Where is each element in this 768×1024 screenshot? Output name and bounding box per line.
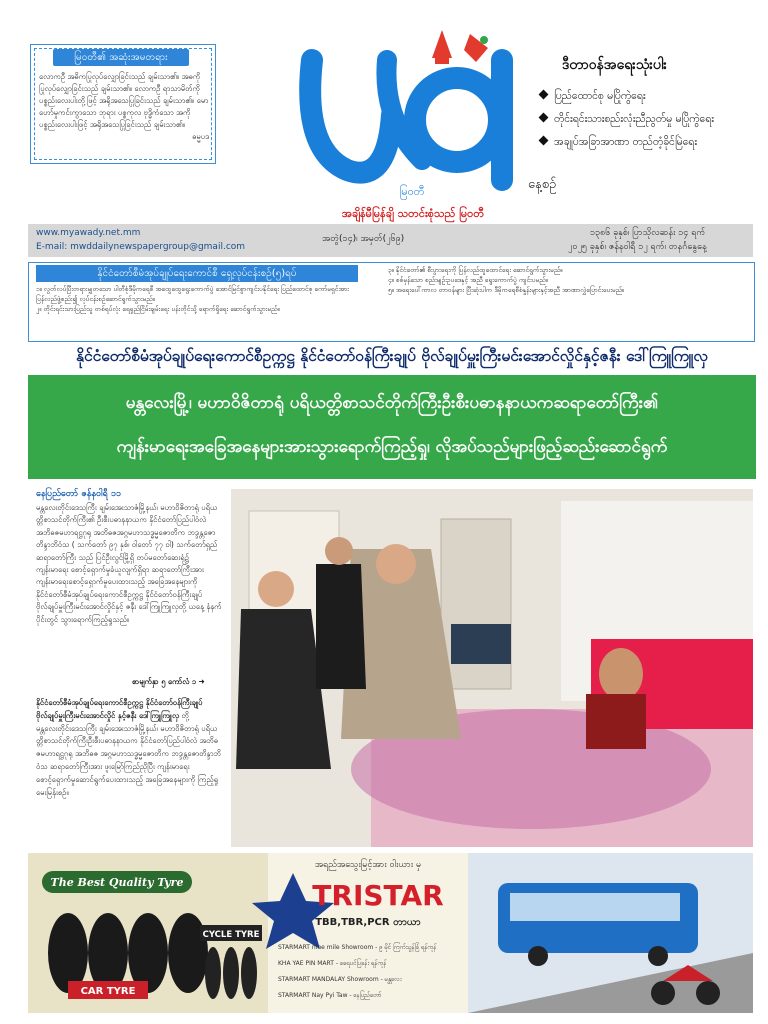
pagoda-icon	[432, 30, 452, 64]
objectives-heading: နိုင်ငံတော်စီမံအုပ်ချုပ်ရေးကောင်စီ ရှေ့လုပ်ငန်းစဉ်(၅)ရပ်	[36, 265, 358, 282]
photo-bystander-head	[325, 537, 353, 565]
subheadline-2: ကျန်းမာရေးအခြေအနေများအားသွားရောက်ကြည့်ရှု၊ လိုအပ်သည်များဖြည့်ဆည်းဆောင်ရွက်	[116, 437, 668, 457]
ad-line: STARMART MANDALAY Showroom - မန္တလေး	[278, 976, 402, 983]
motto-body	[39, 71, 209, 143]
subheadline-1: မန္တလေးမြို့၊ မဟာဝိဇိတာရုံ ပရိယတ္တိစာသင်တိုက်ကြီးဦးစီးပဓာနနာယကဆရာတော်ကြီး၏	[125, 393, 659, 413]
photo-monk-head	[599, 648, 643, 700]
main-headline: နိုင်ငံတော်စီမံအုပ်ချုပ်ရေးကောင်စီဥက္ကဋ္ဌ နိုင်ငံတော်ဝန်ကြီးချုပ် ဗိုလ်ချုပ်မှူးကြီးမင်းအောင်လှိုင်နှင့်ဇနီး ဒေါ်ကြူကြူလှ	[76, 347, 708, 365]
ad-brand: TRISTAR	[312, 879, 444, 912]
car-tyre-label: CAR TYRE	[80, 986, 136, 997]
bulletin-title: ဒီတာဝန်အရေးသုံးပါး	[562, 57, 667, 73]
hospital-visit-photo	[231, 489, 753, 847]
ad-line: STARMART Nay Pyi Taw - နေပြည်တော်	[278, 992, 382, 999]
ad-slogan: The Best Quality Tyre	[50, 876, 184, 889]
volume-issue: အတွဲ(၁၄)၊ အမှတ်(၂၆၉)	[322, 234, 405, 244]
bulletin-list	[540, 88, 755, 157]
ad-types: TBB,TBR,PCR တာယာ	[315, 917, 421, 928]
caption-lead: နိုင်ငံတော်စီမံအုပ်ချုပ်ရေးကောင်စီဥက္ကဋ္ဌ နိုင်ငံတော်ဝန်ကြီးချုပ် ဗိုလ်ချုပ်မှူးကြီးမင်းအောင်လှိုင် နှင့်ဇနီး ဒေါ်ကြူကြူလှ	[36, 698, 203, 720]
motto-box	[30, 44, 216, 164]
photo-monk-robe	[586, 694, 646, 749]
motto-text: လောကဦ အဓိကပြုလုပ်လျှောခြင်းသည် ချမ်းသာ၏။ အဓကိုပြုလုပ်လျှောခြင်းသည် ချမ်းသာ၏။ လောကဦ ရာသာမိတ်ကို ပစ္စည်းလေးပါးတို့ဖြင့် အရိုအသေပြုခြင်းသည် ချမ်းသာ၏။ မောဟော်မှုကင်းကွာသော ဘုရား ပစ္စကုလ ဗုဒ္ဓိကံသော အကို ပစ္စည်းလေးပါးဖြင့် အရိုအသေပြုခြင်းသည် ချမ်းသာ၏။	[39, 72, 209, 129]
objectives-left-column	[36, 285, 358, 314]
green-banner	[28, 375, 756, 479]
photo-man-head	[376, 544, 416, 584]
masthead-title: မြဝတီ	[399, 185, 425, 198]
continued-link[interactable]: စာမျက်နှာ ၅ ကော်လံ ၁ ➜	[132, 677, 205, 686]
objective-item: ၃။ နိုင်ငံတော်၏ စီးပွားရေးကို ပြန်လည်ထူထောင်ရေး ဆောင်ရွက်သွားမည်။	[388, 266, 563, 274]
gregorian-date: ၂၀၂၅ ခုနှစ်၊ ဇန်နဝါရီ ၁၂ ရက်၊ တနင်္ဂနွေနေ့	[568, 242, 707, 252]
objective-item: ၅။ အရေးပေါ်ကာလ တာဝန်များ ပြီးဆုံးပါက ဒီမိုကရေစီစံနှုန်းများနှင့်အညီ အာဏာလွှဲပြောင်းပေးမည်။	[388, 285, 625, 294]
photo-monitor	[451, 624, 511, 664]
website-link[interactable]: www.myawady.net.mm	[36, 228, 141, 238]
tagline: အချိန်မီမြန်ချိ သတင်းစုံသည် မြဝတီ	[341, 207, 485, 220]
tyre-advertisement	[28, 853, 753, 1013]
edition-label: နေ့စဉ်	[528, 177, 557, 192]
diamond-bullet-icon	[539, 136, 549, 146]
bulletin-item: တိုင်းရင်းသားစည်းလုံးညီညွတ်မှု မပြိုကွဲရေး	[540, 111, 755, 127]
diamond-bullet-icon	[539, 90, 549, 100]
motto-source: ဓမ္မပဒ	[192, 132, 209, 141]
objective-item: ၄။ စစ်မှန်သော စည်းမျဉ်းဥပဒေနှင့် အညီ ရွေးကောက်ပွဲ ကျင်းပမည်။	[388, 275, 548, 284]
ad-line: KHA YAE PIN MART - ခရေပင်ပြခန်း ရန်ကုန်	[278, 960, 387, 967]
diamond-bullet-icon	[539, 113, 549, 123]
photo-bystander-suit	[316, 564, 366, 689]
ad-dealer-line: အရည်အသွေးမြင့်အား ဝါးယား မှ	[314, 860, 422, 870]
cycle-tyre-icon	[205, 947, 257, 999]
ad-line: STARMART nine mile Showroom - ၉ မိုင် ကြက်သွန်ခြံ ရန်ကုန်	[278, 944, 437, 951]
caption-rest: တို့ မန္တလေးတိုင်းဒေသကြီး ချမ်းအေးသာဇံမြို့နယ်၊ မဟာဝိဇိတာရုံ ပရိယတ္တိစာသင်တိုက်ကြီးဦးစီးပဓာနနာယက နိုင်ငံတော်ပြည်ပါဝံလဲ အဘိဓဇမဟာရဋ္ဌဂုရု အဘိဓဇ အဂ္ဂမဟာသဒ္ဓမ္မဇောတိက ဘဒ္ဒန္တဇောတိန္ဒာဘိဝံသ ဆရာတော်ကြီးအား ဖူးမြော်ကြည်ညိုပြီး ကျန်းမာရေးစောင့်ရှောက်မှုဆောင်ရွက်ပေးထားသည့် အခြေအနေများကို ကြည့်ရှုမေးမြန်းစဉ်။	[36, 710, 221, 797]
peacock-icon	[464, 34, 488, 62]
masthead-logo	[292, 20, 532, 200]
objectives-right-column	[388, 266, 746, 295]
photo-woman-head	[258, 571, 294, 607]
myanmar-date: ၁၃၈၆ ခုနှစ်၊ ပြာသိုလဆန်း ၁၄ ရက်	[590, 228, 706, 238]
email-link[interactable]: E-mail: mwddailynewspapergroup@gmail.com	[36, 242, 246, 252]
objective-item: ၁။ လွတ်လပ်ပြီးတရားမျှတသော ပါတီစုံဒီမိုကရေစီ အထွေထွေရွေးကောက်ပွဲ အောင်မြင်စွာကျင်းပနိုင်ရေး ပြည်ထောင်စု ကော်မရှင်အား ပြန်လည်ဖွဲ့စည်း၍ လုပ်ငန်းစဉ်ဆောင်ရွက်သွားမည်။	[36, 285, 349, 303]
story-body: မန္တလေးတိုင်းဒေသကြီး ချမ်းအေးသာဇံမြို့နယ်၊ မဟာဝိဇိတာရုံ ပရိယတ္တိစာသင်တိုက်ကြီး၏ ဦးစီးပဓာနနာယက နိုင်ငံတော်ပြည်ပါဝံလဲ အဘိဓဇမဟာရဋ္ဌဂုရု အဘိဓဇအဂ္ဂမဟာသဒ္ဓမ္မဇောတိက ဘဒ္ဒန္တဇောတိန္ဒာဘိဝံသ ( သက်တော် ၉၇ နှစ်၊ ဝါတော် ၇၇ ဝါ) သက်တော်ရှည်ဆရာတော်ကြီး သည် ပြင်ဦးလွင်မြို့ရှိ တပ်မတော်ဆေးရုံ၌ ကျန်းမာရေး စောင့်ရှောက်မှုခံယူလျက်ရှိရာ ဆရာတော်ကြီးအား ကျန်းမာရေးစောင့်ရှောက်မှုပေးထားသည့် အခြေအနေများကို နိုင်ငံတော်စီမံအုပ်ချုပ်ရေးကောင်စီဥက္ကဋ္ဌ နိုင်ငံတော်ဝန်ကြီးချုပ် ဗိုလ်ချုပ်မှူးကြီးမင်းအောင်လှိုင်နှင့် ဇနီး ဒေါ်ကြူကြူလှတို့ ယနေ့ နံနက်ပိုင်းတွင် သွားရောက်ကြည့်ရှုသည်။	[36, 503, 222, 624]
objective-item: ၂။ တိုင်းရင်းသားပြည်သူ တစ်ရပ်လုံး ရေရှည်ငြိမ်းချမ်းရေး ပန်းတိုင်သို့ ရောက်ရှိရေး ဆောင်ရွက်သွားမည်။	[36, 304, 280, 313]
masthead-title-glyphs	[310, 60, 502, 180]
photo-caption	[36, 697, 222, 799]
motto-title: မြဝတီ၏ အဆုံးအမတရား	[53, 49, 189, 66]
bulletin-item: အချုပ်အခြာအာဏာ တည်တံ့ခိုင်မြဲရေး	[540, 134, 755, 150]
bulletin-item: ပြည်ထောင်စု မပြိုကွဲရေး	[540, 88, 755, 104]
story-dateline: နေပြည်တော် ဇန်နဝါရီ ၁၁	[36, 489, 122, 499]
cycle-tyre-label: CYCLE TYRE	[202, 930, 260, 940]
